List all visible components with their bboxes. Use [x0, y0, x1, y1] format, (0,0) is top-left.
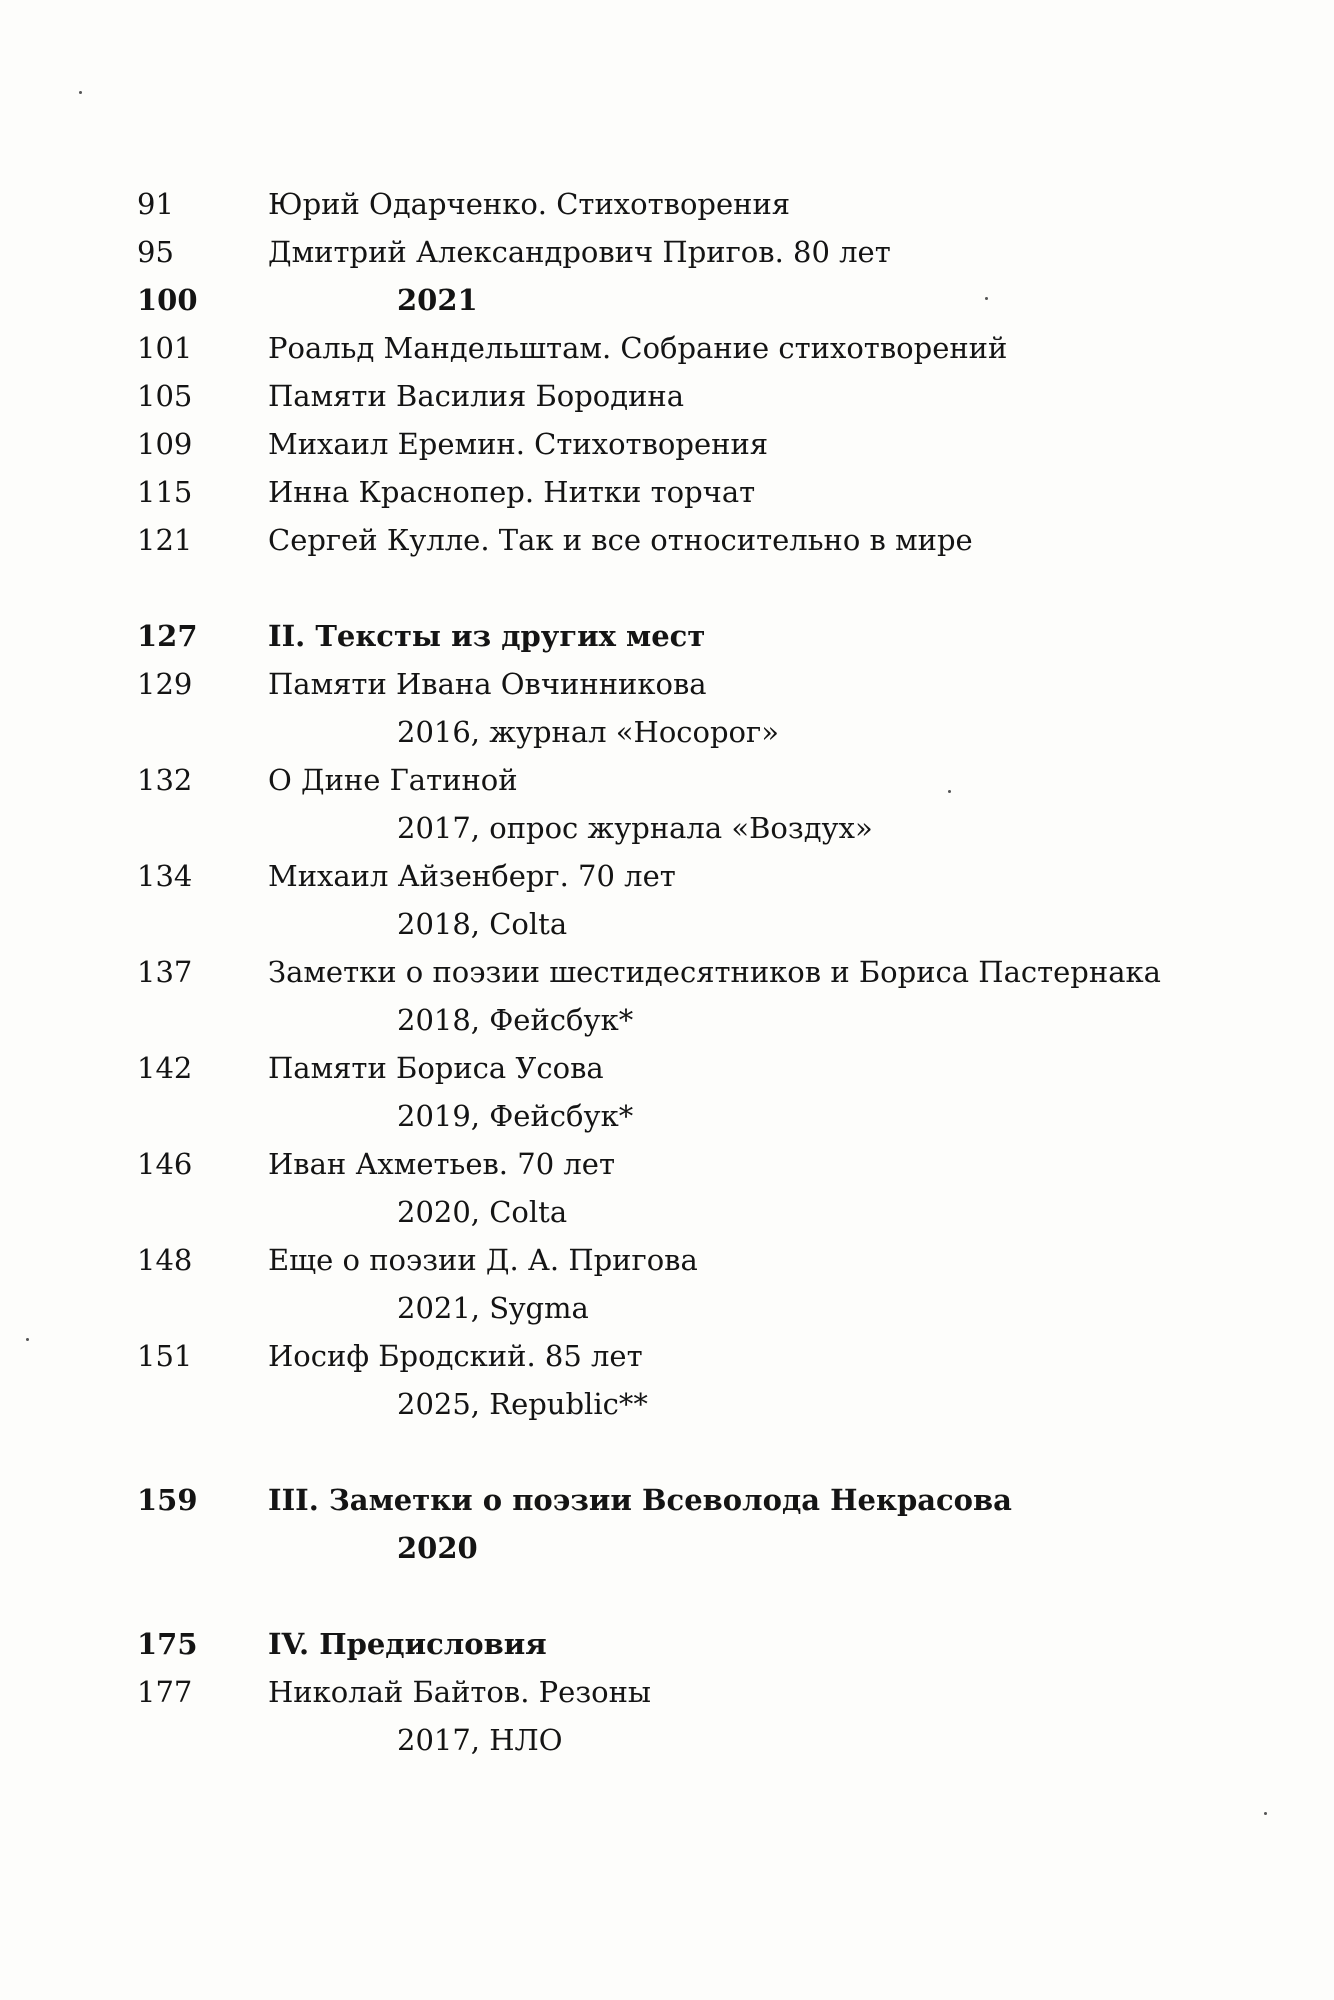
page-number: 142	[137, 1051, 193, 1085]
section-title: II. Тексты из других мест	[268, 619, 706, 653]
page-number: 159	[137, 1483, 198, 1517]
toc-entry-source	[0, 1716, 1334, 1764]
entry-title: Михаил Айзенберг. 70 лет	[268, 859, 676, 893]
entry-source: 2020, Colta	[397, 1195, 568, 1229]
page-number: 148	[137, 1243, 193, 1277]
page-number: 134	[137, 859, 193, 893]
toc-entry	[0, 756, 1334, 804]
toc-entry	[0, 372, 1334, 420]
entry-source: 2025, Republic**	[397, 1387, 648, 1421]
toc-entry-source	[0, 804, 1334, 852]
dust-speck	[1264, 1812, 1267, 1815]
page-number: 177	[137, 1675, 193, 1709]
entry-title: О Дине Гатиной	[268, 763, 518, 797]
entry-source: 2016, журнал «Носорог»	[397, 715, 779, 749]
entry-source: 2019, Фейсбук*	[397, 1099, 634, 1133]
toc-section-heading	[0, 1620, 1334, 1668]
page-number: 95	[137, 235, 174, 269]
toc-entry-source	[0, 1188, 1334, 1236]
page-number: 129	[137, 667, 193, 701]
toc-section-heading	[0, 1476, 1334, 1524]
page-number: 121	[137, 523, 193, 557]
entry-title: Михаил Еремин. Стихотворения	[268, 427, 769, 461]
toc-entry-source	[0, 996, 1334, 1044]
toc-entry	[0, 1236, 1334, 1284]
entry-title: Николай Байтов. Резоны	[268, 1675, 652, 1709]
entry-title: Роальд Мандельштам. Собрание стихотворений	[268, 331, 1008, 365]
page-number: 146	[137, 1147, 193, 1181]
section-title: III. Заметки о поэзии Всеволода Некрасова	[268, 1483, 1012, 1517]
entry-title: Иосиф Бродский. 85 лет	[268, 1339, 643, 1373]
page-number: 175	[137, 1627, 198, 1661]
page-number: 115	[137, 475, 193, 509]
toc-section-heading	[0, 612, 1334, 660]
toc-entry	[0, 180, 1334, 228]
toc-entry	[0, 660, 1334, 708]
toc-entry	[0, 228, 1334, 276]
toc-entry	[0, 1332, 1334, 1380]
dust-speck	[79, 91, 82, 94]
toc-entry	[0, 1140, 1334, 1188]
toc-year-heading	[0, 276, 1334, 324]
entry-title: Инна Краснопер. Нитки торчат	[268, 475, 756, 509]
toc-section-year	[0, 1524, 1334, 1572]
entry-title: Памяти Ивана Овчинникова	[268, 667, 707, 701]
toc-entry	[0, 1668, 1334, 1716]
toc-entry	[0, 324, 1334, 372]
toc-entry-source	[0, 1092, 1334, 1140]
toc-entry	[0, 516, 1334, 564]
entry-source: 2018, Фейсбук*	[397, 1003, 634, 1037]
page-number: 101	[137, 331, 193, 365]
entry-title: Заметки о поэзии шестидесятников и Бориса Пастернака	[268, 955, 1161, 989]
page-number: 109	[137, 427, 193, 461]
entry-source: 2017, опрос журнала «Воздух»	[397, 811, 873, 845]
entry-title: Юрий Одарченко. Стихотворения	[268, 187, 791, 221]
toc-entry	[0, 468, 1334, 516]
toc-entry	[0, 1044, 1334, 1092]
entry-source: 2018, Colta	[397, 907, 568, 941]
entry-title: Дмитрий Александрович Пригов. 80 лет	[268, 235, 891, 269]
page-number: 137	[137, 955, 193, 989]
entry-title: Памяти Бориса Усова	[268, 1051, 604, 1085]
page-number: 127	[137, 619, 198, 653]
toc-entry-source	[0, 1380, 1334, 1428]
page-number: 132	[137, 763, 193, 797]
entry-source: 2017, НЛО	[397, 1723, 563, 1757]
toc-entry	[0, 420, 1334, 468]
toc-entry	[0, 948, 1334, 996]
year-heading: 2021	[397, 283, 478, 317]
toc-entry-source	[0, 900, 1334, 948]
page-number: 105	[137, 379, 193, 413]
toc-entry-source	[0, 708, 1334, 756]
entry-title: Памяти Василия Бородина	[268, 379, 685, 413]
section-title: IV. Предисловия	[268, 1627, 547, 1661]
entry-source: 2021, Sygma	[397, 1291, 589, 1325]
entry-title: Еще о поэзии Д. А. Пригова	[268, 1243, 698, 1277]
page-number: 151	[137, 1339, 193, 1373]
page-number: 100	[137, 283, 198, 317]
section-year: 2020	[397, 1531, 478, 1565]
entry-title: Иван Ахметьев. 70 лет	[268, 1147, 615, 1181]
toc-entry	[0, 852, 1334, 900]
toc-entry-source	[0, 1284, 1334, 1332]
entry-title: Сергей Кулле. Так и все относительно в мире	[268, 523, 973, 557]
page-number: 91	[137, 187, 174, 221]
